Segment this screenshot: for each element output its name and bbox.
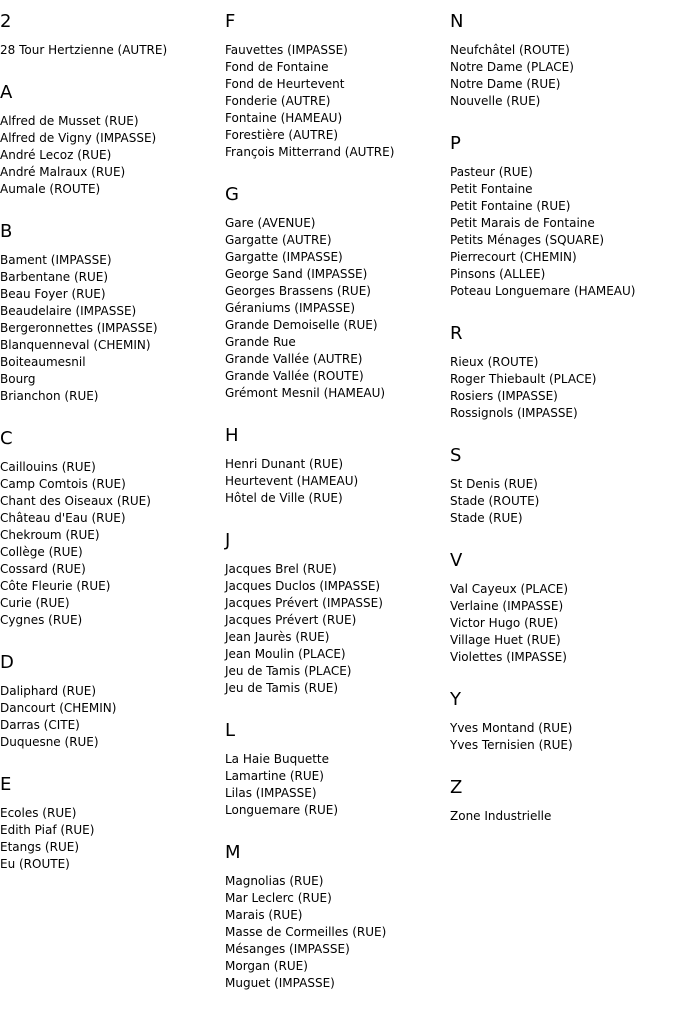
street-entry: Grande Rue [225, 335, 296, 349]
index-column-1 [0, 11, 220, 896]
street-entry: Marais (RUE) [225, 908, 303, 922]
street-entry: Jacques Brel (RUE) [225, 562, 337, 576]
street-list [450, 476, 670, 527]
letter-heading: C [0, 428, 13, 449]
street-entry: Verlaine (IMPASSE) [450, 599, 564, 613]
street-entry: Fond de Fontaine [225, 60, 329, 74]
street-entry: Fauvettes (IMPASSE) [225, 43, 348, 57]
index-column-2 [225, 11, 445, 1015]
letter-group [225, 530, 445, 697]
street-entry: Fond de Heurtevent [225, 77, 345, 91]
street-entry: Chant des Oiseaux (RUE) [0, 494, 151, 508]
street-entry: Rossignols (IMPASSE) [450, 406, 578, 420]
street-entry: Alfred de Vigny (IMPASSE) [0, 131, 157, 145]
street-entry: Lilas (IMPASSE) [225, 786, 317, 800]
street-entry: Pierrecourt (CHEMIN) [450, 250, 577, 264]
street-list [225, 873, 445, 992]
letter-group [0, 82, 220, 198]
street-entry: Bament (IMPASSE) [0, 253, 112, 267]
street-entry: Stade (ROUTE) [450, 494, 540, 508]
street-entry: Camp Comtois (RUE) [0, 477, 126, 491]
street-entry: Beaudelaire (IMPASSE) [0, 304, 137, 318]
street-entry: Côte Fleurie (RUE) [0, 579, 111, 593]
letter-heading: V [450, 550, 463, 571]
street-entry: Hôtel de Ville (RUE) [225, 491, 343, 505]
street-entry: Yves Ternisien (RUE) [450, 738, 573, 752]
street-entry: Jacques Prévert (IMPASSE) [225, 596, 383, 610]
street-entry: Morgan (RUE) [225, 959, 308, 973]
street-entry: Cossard (RUE) [0, 562, 86, 576]
street-entry: Alfred de Musset (RUE) [0, 114, 139, 128]
letter-heading: H [225, 425, 239, 446]
street-list [450, 354, 670, 422]
street-entry: Jacques Duclos (IMPASSE) [225, 579, 381, 593]
street-list [225, 751, 445, 819]
letter-heading: G [225, 184, 239, 205]
street-list [450, 581, 670, 666]
street-entry: Fonderie (AUTRE) [225, 94, 331, 108]
street-entry: Grémont Mesnil (HAMEAU) [225, 386, 386, 400]
letter-heading: F [225, 11, 236, 32]
street-entry: Gargatte (AUTRE) [225, 233, 332, 247]
letter-heading: S [450, 445, 462, 466]
street-entry: Jacques Prévert (RUE) [225, 613, 357, 627]
letter-group [225, 425, 445, 507]
letter-heading: 2 [0, 11, 12, 32]
letter-group [450, 777, 670, 825]
street-entry: Rieux (ROUTE) [450, 355, 539, 369]
street-entry: Victor Hugo (RUE) [450, 616, 559, 630]
street-entry: Château d'Eau (RUE) [0, 511, 126, 525]
street-entry: Boiteaumesnil [0, 355, 86, 369]
street-entry: Duquesne (RUE) [0, 735, 99, 749]
letter-group [225, 11, 445, 161]
street-entry: Darras (CITE) [0, 718, 80, 732]
letter-group [0, 11, 220, 59]
street-entry: Pasteur (RUE) [450, 165, 533, 179]
letter-heading: N [450, 11, 464, 32]
street-entry: Brianchon (RUE) [0, 389, 99, 403]
street-list [0, 683, 220, 751]
letter-group [450, 11, 670, 110]
street-list [225, 42, 445, 161]
street-list [225, 561, 445, 697]
letter-group [450, 133, 670, 300]
street-list [0, 113, 220, 198]
street-entry: Beau Foyer (RUE) [0, 287, 106, 301]
street-entry: Jean Moulin (PLACE) [225, 647, 346, 661]
street-entry: Georges Brassens (RUE) [225, 284, 371, 298]
street-entry: Eu (ROUTE) [0, 857, 70, 871]
street-entry: Grande Vallée (AUTRE) [225, 352, 363, 366]
street-entry: Aumale (ROUTE) [0, 182, 101, 196]
street-entry: Longuemare (RUE) [225, 803, 339, 817]
street-entry: Bergeronnettes (IMPASSE) [0, 321, 158, 335]
street-list [0, 42, 220, 59]
street-entry: Village Huet (RUE) [450, 633, 561, 647]
letter-heading: B [0, 221, 13, 242]
street-entry: Muguet (IMPASSE) [225, 976, 335, 990]
letter-heading: E [0, 774, 12, 795]
street-entry: Jeu de Tamis (PLACE) [225, 664, 352, 678]
street-entry: St Denis (RUE) [450, 477, 538, 491]
street-entry: Notre Dame (PLACE) [450, 60, 574, 74]
letter-group [0, 774, 220, 873]
street-list [0, 805, 220, 873]
street-entry: Gare (AVENUE) [225, 216, 316, 230]
letter-group [450, 323, 670, 422]
letter-group [225, 842, 445, 992]
street-entry: Petit Fontaine (RUE) [450, 199, 571, 213]
street-entry: Yves Montand (RUE) [450, 721, 573, 735]
letter-heading: M [225, 842, 241, 863]
street-entry: 28 Tour Hertzienne (AUTRE) [0, 43, 168, 57]
street-entry: Mar Leclerc (RUE) [225, 891, 332, 905]
letter-group [450, 445, 670, 527]
street-entry: Curie (RUE) [0, 596, 70, 610]
street-entry: Stade (RUE) [450, 511, 523, 525]
street-entry: Masse de Cormeilles (RUE) [225, 925, 387, 939]
letter-group [0, 428, 220, 629]
street-entry: Nouvelle (RUE) [450, 94, 541, 108]
street-list [450, 42, 670, 110]
street-entry: Zone Industrielle [450, 809, 552, 823]
street-entry: Heurtevent (HAMEAU) [225, 474, 359, 488]
letter-group [0, 221, 220, 405]
street-entry: Neufchâtel (ROUTE) [450, 43, 570, 57]
street-entry: Gargatte (IMPASSE) [225, 250, 343, 264]
street-entry: Petit Fontaine [450, 182, 533, 196]
street-entry: André Lecoz (RUE) [0, 148, 112, 162]
letter-group [225, 184, 445, 402]
street-entry: Caillouins (RUE) [0, 460, 96, 474]
letter-group [450, 689, 670, 754]
street-list [0, 459, 220, 629]
street-entry: Chekroum (RUE) [0, 528, 100, 542]
street-list [450, 164, 670, 300]
letter-heading: R [450, 323, 463, 344]
street-entry: Rosiers (IMPASSE) [450, 389, 558, 403]
letter-heading: P [450, 133, 461, 154]
street-entry: Collège (RUE) [0, 545, 83, 559]
street-entry: Blanquenneval (CHEMIN) [0, 338, 151, 352]
street-entry: Dancourt (CHEMIN) [0, 701, 117, 715]
street-list [225, 456, 445, 507]
street-entry: Edith Piaf (RUE) [0, 823, 95, 837]
letter-group [450, 550, 670, 666]
index-column-3 [450, 11, 670, 848]
street-entry: Ecoles (RUE) [0, 806, 77, 820]
street-entry: Violettes (IMPASSE) [450, 650, 567, 664]
letter-heading: A [0, 82, 13, 103]
street-entry: Cygnes (RUE) [0, 613, 83, 627]
letter-group [0, 652, 220, 751]
street-entry: Jeu de Tamis (RUE) [225, 681, 339, 695]
street-entry: Poteau Longuemare (HAMEAU) [450, 284, 636, 298]
street-entry: Fontaine (HAMEAU) [225, 111, 343, 125]
street-entry: Petits Ménages (SQUARE) [450, 233, 605, 247]
street-entry: Lamartine (RUE) [225, 769, 324, 783]
letter-heading: Z [450, 777, 463, 798]
street-entry: Roger Thiebault (PLACE) [450, 372, 597, 386]
street-entry: André Malraux (RUE) [0, 165, 126, 179]
letter-heading: D [0, 652, 14, 673]
street-entry: Géraniums (IMPASSE) [225, 301, 356, 315]
letter-heading: J [225, 530, 231, 551]
street-entry: Jean Jaurès (RUE) [225, 630, 330, 644]
street-entry: Val Cayeux (PLACE) [450, 582, 569, 596]
street-entry: George Sand (IMPASSE) [225, 267, 368, 281]
street-entry: Mésanges (IMPASSE) [225, 942, 350, 956]
street-list [225, 215, 445, 402]
street-entry: Etangs (RUE) [0, 840, 79, 854]
street-entry: Petit Marais de Fontaine [450, 216, 595, 230]
street-list [0, 252, 220, 405]
street-entry: Daliphard (RUE) [0, 684, 97, 698]
street-entry: Bourg [0, 372, 36, 386]
street-entry: Henri Dunant (RUE) [225, 457, 344, 471]
street-entry: François Mitterrand (AUTRE) [225, 145, 395, 159]
street-list [450, 808, 670, 825]
street-entry: Grande Demoiselle (RUE) [225, 318, 378, 332]
letter-group [225, 720, 445, 819]
street-entry: Barbentane (RUE) [0, 270, 109, 284]
street-entry: Magnolias (RUE) [225, 874, 324, 888]
street-entry: La Haie Buquette [225, 752, 329, 766]
street-entry: Forestière (AUTRE) [225, 128, 339, 142]
street-entry: Grande Vallée (ROUTE) [225, 369, 364, 383]
street-entry: Notre Dame (RUE) [450, 77, 561, 91]
street-list [450, 720, 670, 754]
street-entry: Pinsons (ALLEE) [450, 267, 546, 281]
letter-heading: Y [450, 689, 461, 710]
letter-heading: L [225, 720, 236, 741]
